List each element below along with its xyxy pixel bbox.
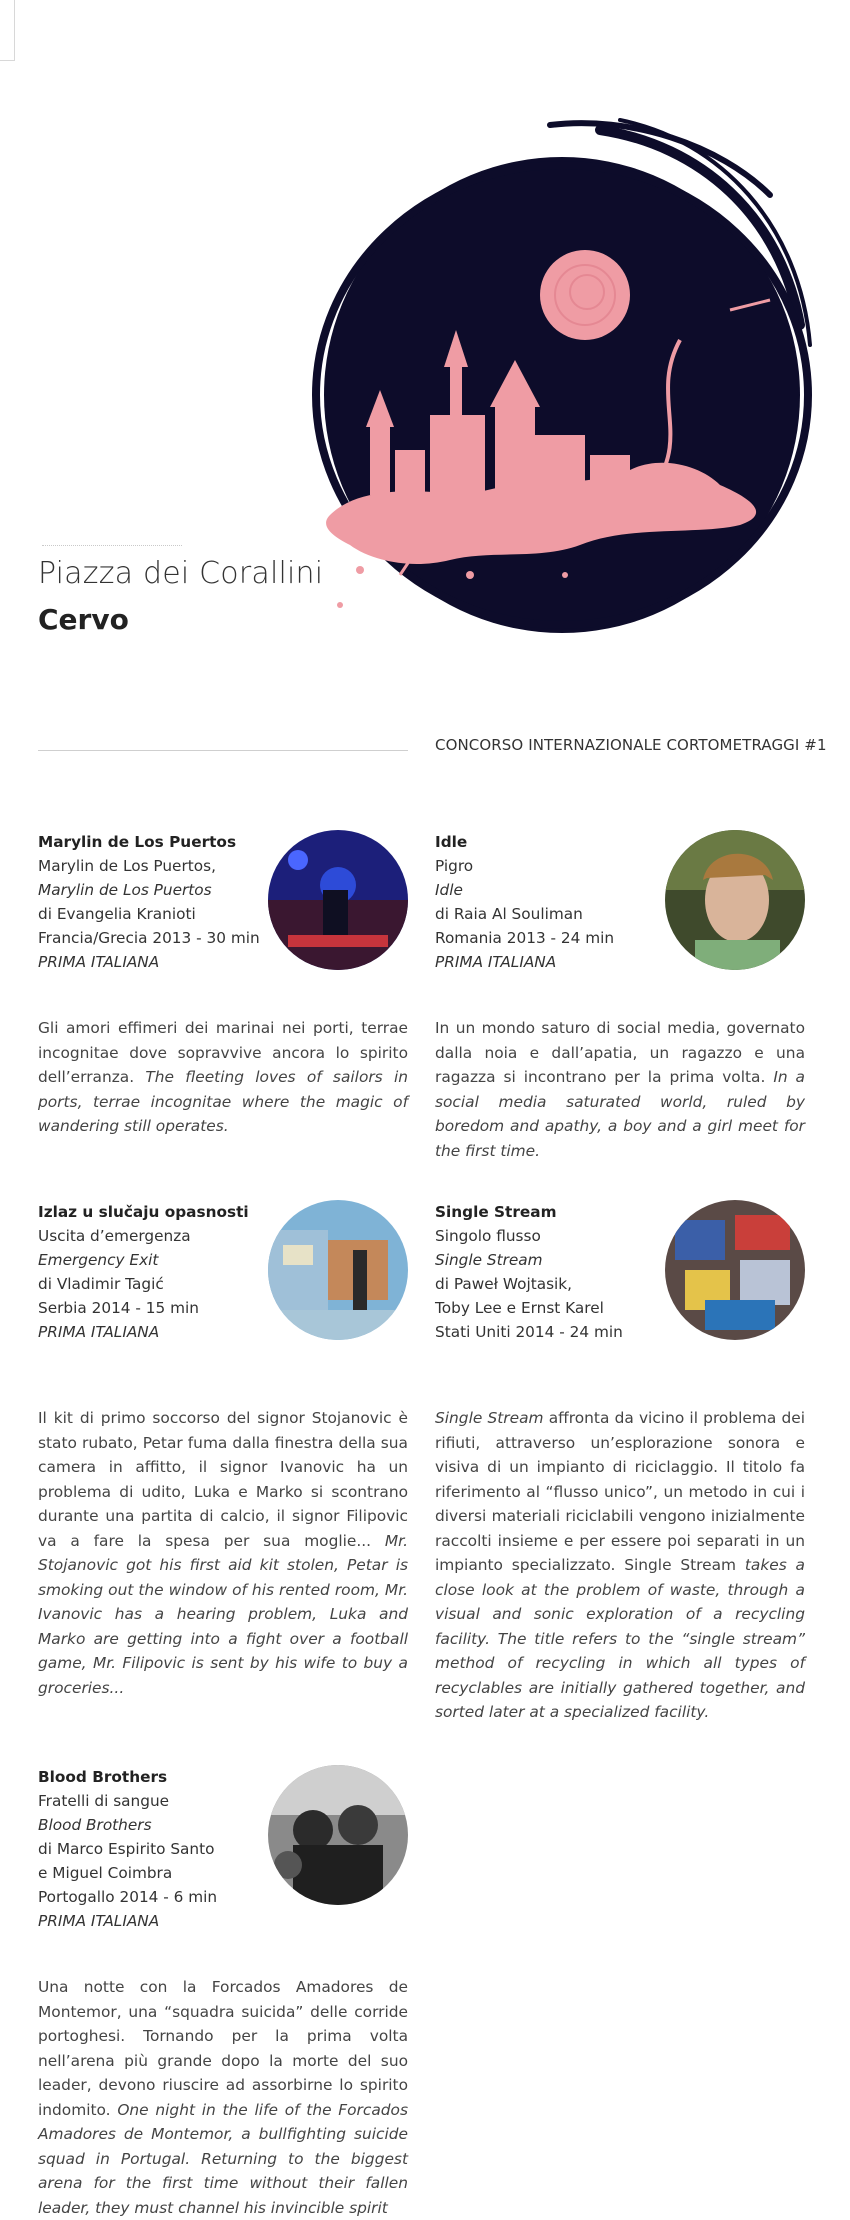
film-meta: Francia/Grecia 2013 - 30 min: [38, 929, 260, 947]
film-orig-title: Single Stream: [435, 1251, 543, 1269]
film-it-title: Fratelli di sangue: [38, 1792, 170, 1810]
film-premiere: PRIMA ITALIANA: [38, 1912, 160, 1930]
film-title: Blood Brothers: [38, 1768, 168, 1786]
film-it-title: Pigro: [435, 857, 474, 875]
film-meta: Portogallo 2014 - 6 min: [38, 1888, 218, 1906]
film-description: Gli amori effimeri dei marinai nei porti, terrae incognitae dove sopravvive ancora lo spirito dell’erranza. The fleeting loves of sailors in ports, terrae incognitae where the magic of wandering still operates.: [38, 1019, 408, 1135]
venue-block: [38, 545, 323, 636]
venue-place: Piazza dei Corallini: [38, 556, 324, 591]
film-title: Izlaz u slučaju opasnosti: [38, 1203, 249, 1221]
film-orig-title: Blood Brothers: [38, 1816, 152, 1834]
film-still: [268, 1200, 408, 1340]
film-title: Idle: [435, 833, 468, 851]
film-description: Il kit di primo soccorso del signor Stojanovic è stato rubato, Petar fuma dalla finestra della sua camera in affitto, il signor Ivanovic ha un problema di udito, Luka e Marko si scontrano durante una partita di calcio, il signor Filipovic va a fare la spesa per sua moglie... Mr. Stojanovic got his first aid kit stolen, Petar is smoking out the window of his rented room, Mr. Ivanovic has a hearing problem, Luka and Marko are getting into a fight over a football game, Mr. Filipovic is sent by his wife to buy a groceries...: [38, 1409, 408, 1697]
film-premiere: PRIMA ITALIANA: [435, 953, 557, 971]
contest-title: CONCORSO INTERNAZIONALE CORTOMETRAGGI #1: [435, 736, 827, 754]
film-entry: [38, 830, 408, 1139]
film-orig-title: Emergency Exit: [38, 1251, 159, 1269]
film-credit: di Vladimir Tagić: [38, 1275, 164, 1293]
film-it-title: Marylin de Los Puertos,: [38, 857, 216, 875]
film-it-title: Singolo flusso: [435, 1227, 541, 1245]
film-credit-2: e Miguel Coimbra: [38, 1864, 173, 1882]
moon-castle-illustration-icon: [300, 105, 820, 685]
film-entry: [38, 1765, 408, 2220]
film-premiere: PRIMA ITALIANA: [38, 1323, 160, 1341]
film-title: Marylin de Los Puertos: [38, 833, 237, 851]
film-description: Single Stream affronta da vicino il problema dei rifiuti, attraverso un’esplorazione sonora e visiva di un impianto di riciclaggio. Il titolo fa riferimento al “flusso unico”, un metodo in cui i diversi materiali riciclabili vengono inizialmente raccolti insieme e per essere poi separati in un impianto specializzato. Single Stream takes a close look at the problem of waste, through a visual and sonic exploration of a recycling facility. The title refers to the “single stream” method of recycling in which all types of recyclables are initially gathered together, and sorted later at a specialized facility.: [435, 1409, 805, 1721]
film-credit: di Raia Al Souliman: [435, 905, 583, 923]
film-entry: [435, 830, 805, 1163]
film-credit: di Marco Espirito Santo: [38, 1840, 215, 1858]
film-still: [665, 830, 805, 970]
film-meta: Romania 2013 - 24 min: [435, 929, 615, 947]
film-entry: [435, 1200, 805, 1725]
film-premiere: PRIMA ITALIANA: [38, 953, 160, 971]
film-title: Single Stream: [435, 1203, 557, 1221]
film-credit: di Evangelia Kranioti: [38, 905, 196, 923]
film-it-title: Uscita d’emergenza: [38, 1227, 191, 1245]
film-orig-title: Idle: [435, 881, 463, 899]
film-credit: di Paweł Wojtasik,: [435, 1275, 573, 1293]
venue-town: Cervo: [38, 603, 129, 636]
film-description: In un mondo saturo di social media, governato dalla noia e dall’apatia, un ragazzo e una ragazza si incontrano per la prima volta. In a social media saturated world, ruled by boredom and apathy, a boy and a girl meet for the first time.: [435, 1019, 805, 1160]
divider: [42, 545, 182, 546]
film-credit-2: Toby Lee e Ernst Karel: [435, 1299, 604, 1317]
film-meta: Serbia 2014 - 15 min: [38, 1299, 199, 1317]
corner-tab: [0, 0, 15, 61]
film-meta: Stati Uniti 2014 - 24 min: [435, 1323, 623, 1341]
film-still: [268, 1765, 408, 1905]
film-orig-title: Marylin de Los Puertos: [38, 881, 212, 899]
film-description: Una notte con la Forcados Amadores de Montemor, una “squadra suicida” delle corride portoghesi. Tornando per la prima volta nell’arena più grande dopo la morte del suo leader, devono riuscire ad assorbirne lo spirito indomito. One night in the life of the Forcados Amadores de Montemor, a bullfighting suicide squad in Portugal. Returning to the biggest arena for the first time without their fallen leader, they must channel his invincible spirit: [38, 1978, 408, 2217]
film-entry: [38, 1200, 408, 1700]
divider: [38, 750, 408, 751]
film-still: [665, 1200, 805, 1340]
film-still: [268, 830, 408, 970]
